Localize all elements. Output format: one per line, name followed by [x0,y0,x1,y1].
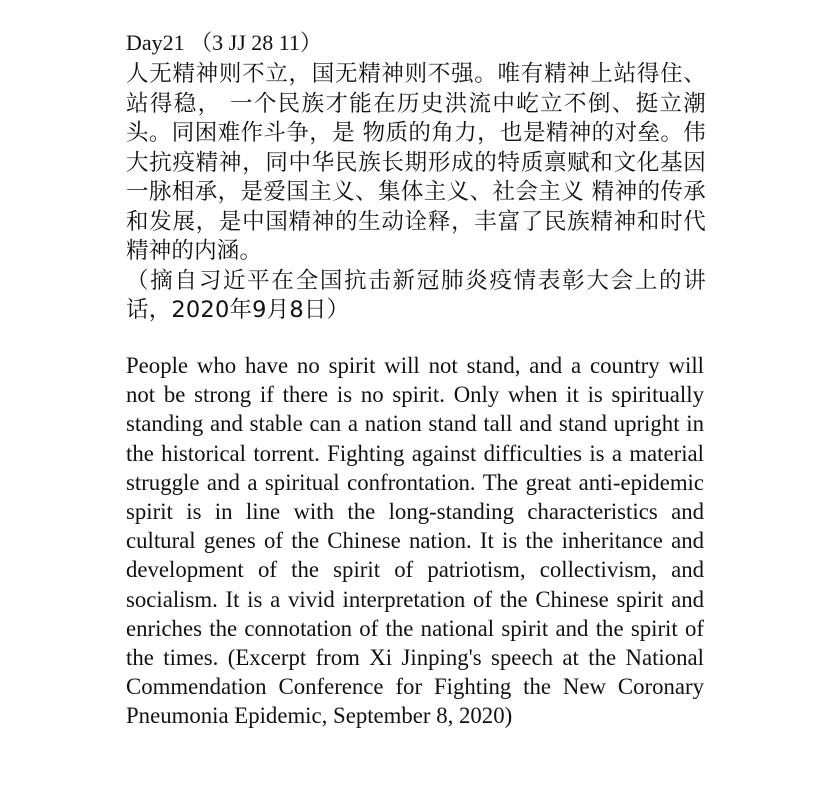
english-body-text: People who have no spirit will not stand, and a country will not be strong if there is no spirit. Only when it is spiritually standing and stable can a nation stand tall and stand upright in the historical torrent. Fighting against difficulties is a material struggle and a spiritual confrontation. The great anti-epidemic spirit is in line with the long-standing characteristics and cultural genes of the Chinese nation. It is the inheritance and development of the spirit of patriotism, collectivism, and socialism. It is a vivid interpretation of the Chinese spirit and enriches the connotation of the national spirit and the spirit of the times. (Excerpt from Xi Jinping's speech at the National Commendation Conference for Fighting the New Coronary Pneumonia Epidemic, September 8, 2020) [126,353,704,729]
chinese-passage [126,60,706,326]
english-passage [126,351,704,731]
chinese-source-citation: （摘自习近平在全国抗击新冠肺炎疫情表彰大会上的讲话，2020年9月8日） [126,267,706,323]
chinese-body-text: 人无精神则不立，国无精神则不强。唯有精神上站得住、站得稳， 一个民族才能在历史洪流中屹立不倒、挺立潮头。同困难作斗争，是 物质的角力，也是精神的对垒。伟大抗疫精神，同中华民族长期形成的特质禀赋和文化基因一脉相承，是爱国主义、集体主义、社会主义 精神的传承和发展，是中国精神的生动诠释，丰富了民族精神和时代 精神的内涵。 [126,61,706,264]
day-heading: Day21 （3 JJ 28 11） [126,30,322,55]
